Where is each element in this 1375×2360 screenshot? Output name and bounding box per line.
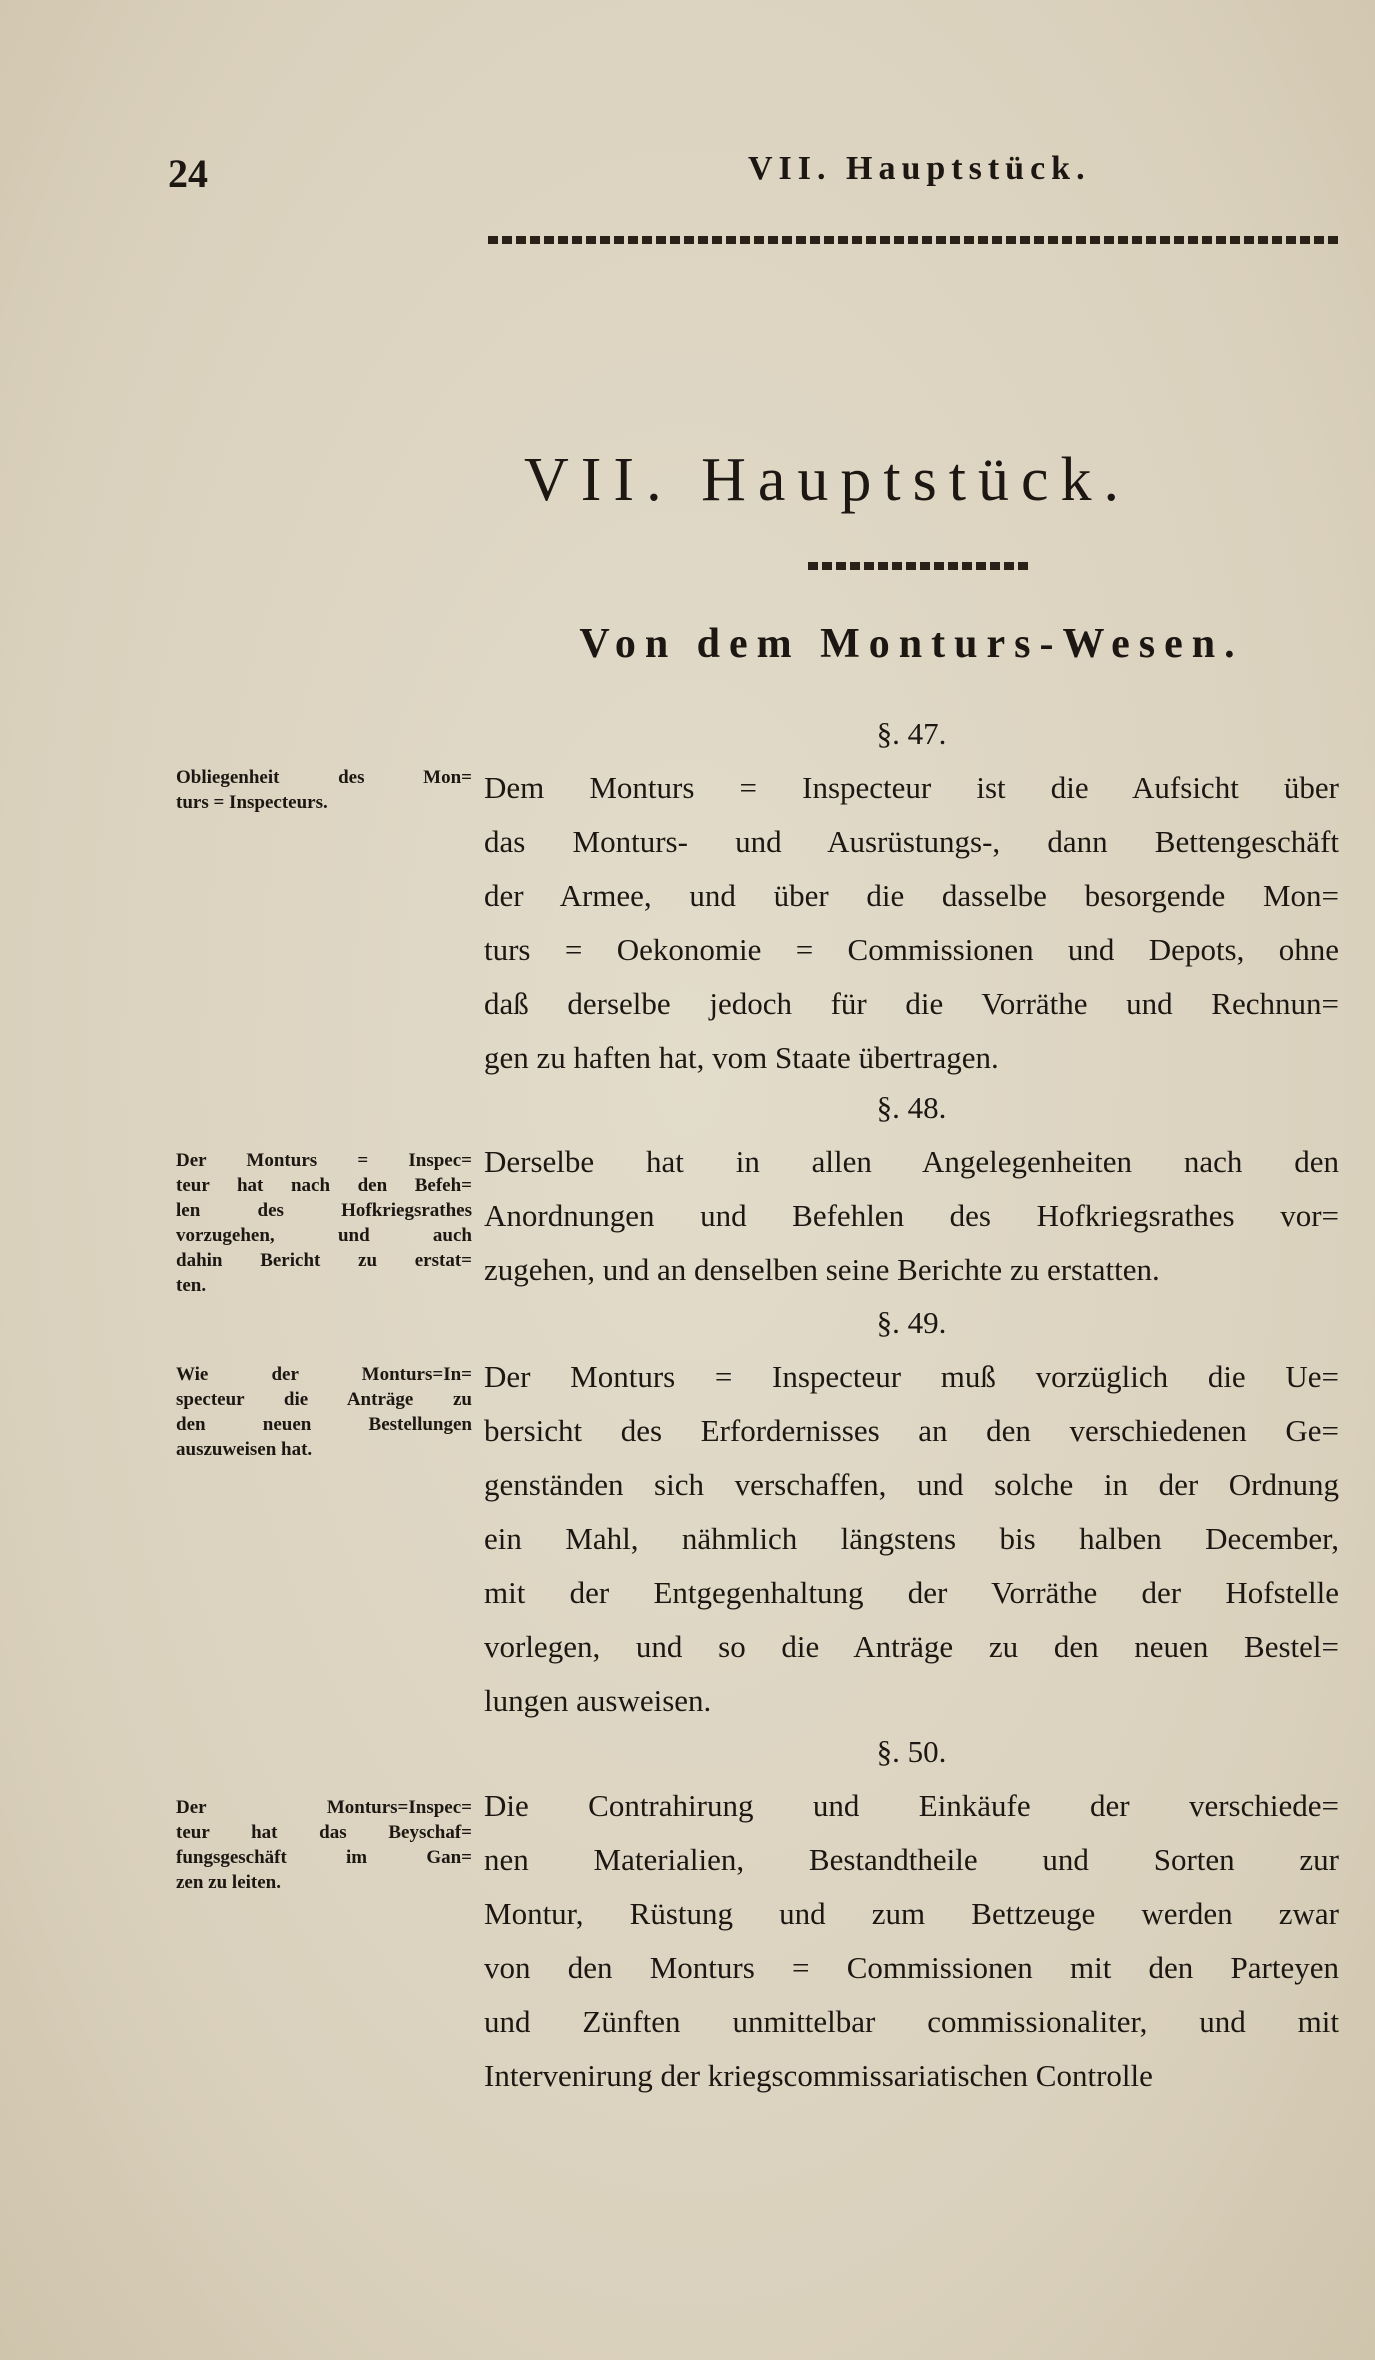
- text-line: bersicht des Erfordernisses an den verschiedenen Ge=: [484, 1413, 1339, 1448]
- margin-note-line: specteur die Anträge zu: [176, 1389, 472, 1410]
- text-line: gen zu haften hat, vom Staate übertragen.: [484, 1040, 999, 1075]
- text-line: mit der Entgegenhaltung der Vorräthe der Hofstelle: [484, 1575, 1339, 1610]
- text-line: Anordnungen und Befehlen des Hofkriegsrathes vor=: [484, 1198, 1339, 1233]
- text-line: turs = Oekonomie = Commissionen und Depots, ohne: [484, 932, 1339, 967]
- text-line: Derselbe hat in allen Angelegenheiten nach den: [484, 1144, 1339, 1179]
- margin-note-line: ten.: [176, 1275, 207, 1296]
- margin-note-line: dahin Bericht zu erstat=: [176, 1250, 472, 1271]
- margin-note: [176, 1795, 472, 1895]
- margin-note-line: Der Monturs = Inspec=: [176, 1150, 472, 1171]
- margin-note-line: Wie der Monturs=In=: [176, 1364, 472, 1385]
- paragraph-section: [484, 1081, 1339, 1297]
- margin-note-line: auszuweisen hat.: [176, 1439, 313, 1460]
- margin-note-line: vorzugehen, und auch: [176, 1225, 472, 1246]
- paragraph-section: [484, 707, 1339, 1085]
- margin-note: [176, 765, 472, 815]
- section-number: §. 50.: [876, 1734, 947, 1769]
- margin-note-line: zen zu leiten.: [176, 1872, 282, 1893]
- paragraph-section: [484, 1296, 1339, 1728]
- margin-note-line: turs = Inspecteurs.: [176, 792, 328, 813]
- text-line: Intervenirung der kriegscommissariatischen Controlle: [484, 2058, 1153, 2093]
- margin-note-line: teur hat nach den Befeh=: [176, 1175, 472, 1196]
- margin-note: [176, 1362, 472, 1462]
- text-line: und Zünften unmittelbar commissionaliter, und mit: [484, 2004, 1339, 2039]
- text-line: Montur, Rüstung und zum Bettzeuge werden zwar: [484, 1896, 1339, 1931]
- text-line: genständen sich verschaffen, und solche in der Ordnung: [484, 1467, 1339, 1502]
- margin-note-line: len des Hofkriegsrathes: [176, 1200, 472, 1221]
- text-line: zugehen, und an denselben seine Berichte zu erstatten.: [484, 1252, 1160, 1287]
- margin-note: [176, 1148, 472, 1298]
- text-line: lungen ausweisen.: [484, 1683, 712, 1718]
- chapter-subtitle: Von dem Monturs-Wesen.: [579, 621, 1244, 667]
- margin-note-line: Der Monturs=Inspec=: [176, 1797, 472, 1818]
- text-line: Dem Monturs = Inspecteur ist die Aufsicht über: [484, 770, 1339, 805]
- section-number: §. 49.: [876, 1305, 947, 1340]
- paragraph-section: [484, 1725, 1339, 2103]
- text-line: daß derselbe jedoch für die Vorräthe und Rechnun=: [484, 986, 1339, 1021]
- text-line: von den Monturs = Commissionen mit den Parteyen: [484, 1950, 1339, 1985]
- text-line: ein Mahl, nähmlich längstens bis halben December,: [484, 1521, 1339, 1556]
- text-line: Die Contrahirung und Einkäufe der verschiede=: [484, 1788, 1339, 1823]
- header-ornament-rule: [488, 236, 1338, 244]
- running-title: VII. Hauptstück.: [748, 150, 1091, 187]
- section-number: §. 47.: [876, 716, 947, 751]
- margin-note-line: Obliegenheit des Mon=: [176, 767, 472, 788]
- text-line: nen Materialien, Bestandtheile und Sorten zur: [484, 1842, 1339, 1877]
- title-ornament-rule: [808, 562, 1028, 570]
- text-line: vorlegen, und so die Anträge zu den neuen Bestel=: [484, 1629, 1339, 1664]
- text-line: der Armee, und über die dasselbe besorgende Mon=: [484, 878, 1339, 913]
- section-number: §. 48.: [876, 1090, 947, 1125]
- text-line: Der Monturs = Inspecteur muß vorzüglich die Ue=: [484, 1359, 1339, 1394]
- margin-note-line: den neuen Bestellungen: [176, 1414, 472, 1435]
- margin-note-line: teur hat das Beyschaf=: [176, 1822, 472, 1843]
- text-line: das Monturs- und Ausrüstungs-, dann Bettengeschäft: [484, 824, 1339, 859]
- margin-note-line: fungsgeschäft im Gan=: [176, 1847, 472, 1868]
- chapter-title: VII. Hauptstück.: [524, 446, 1131, 514]
- page-number: 24: [168, 151, 208, 196]
